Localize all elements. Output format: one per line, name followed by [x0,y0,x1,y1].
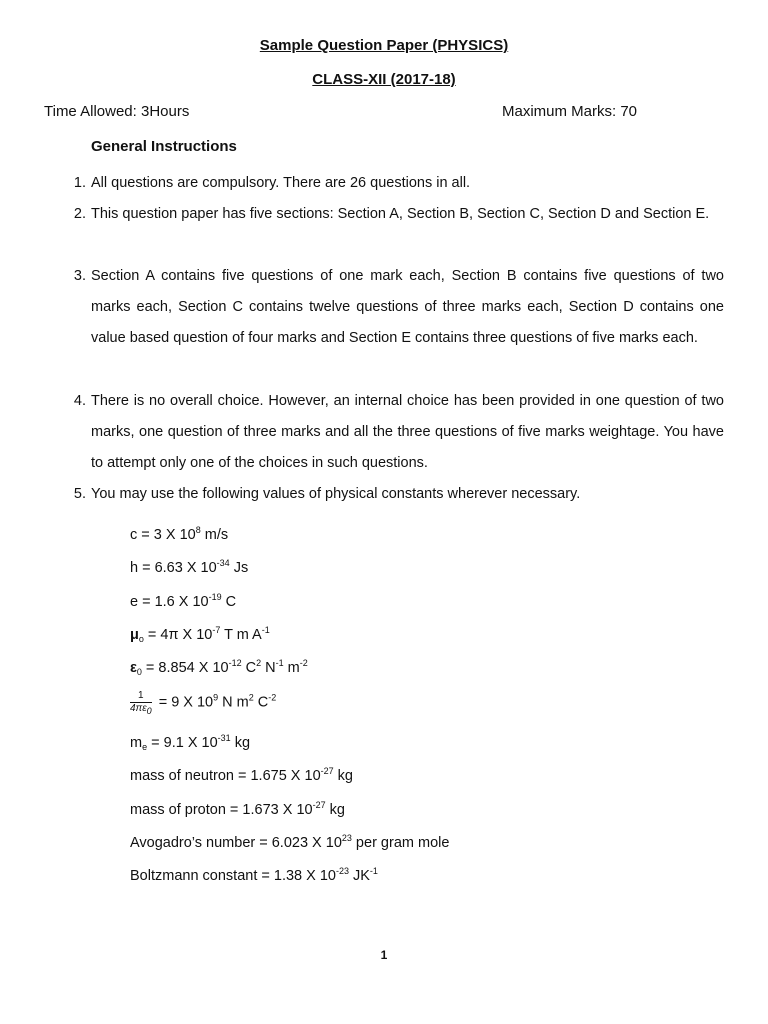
class-line: CLASS-XII (2017-18) [312,71,456,88]
instruction-text: Section A contains five questions of one mark each, Section B contains five questions of two marks each, Section C contains twelve questions of three marks each, Section D contains one value based question of four marks and Section E contains three questions of five marks each. [91,268,724,346]
constant-proton-mass: mass of proton = 1.673 X $10^{-27}$ kg [130,800,345,818]
constant-permittivity: $\varepsilon_0 = 8.854$ X $10^{-12}$ $C^2$ $N^{-1}$ $m^{-2}$ [130,658,308,677]
instruction-text: All questions are compulsory. There are 26 questions in all. [91,175,471,191]
instruction-number: 1. [73,175,86,191]
general-instructions-heading: General Instructions [91,138,237,155]
paper-title: Sample Question Paper (PHYSICS) [259,37,509,54]
instruction-text: There is no overall choice. However, an internal choice has been provided in one question of two marks, one question of three marks and all the three questions of five marks weightage. You have to attempt only one of the choices in such questions. [91,393,724,471]
constant-avogadro: Avogadro’s number = 6.023 X $10^{23}$ per gram mole [130,833,450,851]
constant-planck: h = 6.63 X $10^{-34}$ Js [130,558,249,576]
instruction-number: 5. [73,486,86,502]
maximum-marks: Maximum Marks: 70 [502,103,638,120]
constant-electron-charge: e = 1.6 X $10^{-19}$ C [130,592,237,610]
constant-permeability: $\mu_o = 4\pi$ X $10^{-7}$ T m $A^{-1}$ [130,625,270,644]
instruction-text: You may use the following values of physical constants wherever necessary. [91,486,581,502]
constant-neutron-mass: mass of neutron = 1.675 X $10^{-27}$ kg [130,766,353,784]
instruction-text: This question paper has five sections: Section A, Section B, Section C, Section D and Section E. [91,206,710,222]
time-allowed: Time Allowed: 3Hours [44,103,190,120]
instruction-number: 4. [73,393,86,409]
instruction-number: 2. [73,206,86,222]
constant-speed-of-light: c = 3 X $10^8$ m/s [130,525,229,543]
coulomb-fraction: $\frac{1}{4\pi\varepsilon_0}$ [130,690,152,716]
instruction-number: 3. [73,268,86,284]
page-number: 1 [380,948,388,962]
constant-coulomb: $\frac{1}{4\pi\varepsilon_0}$ = 9 X $10^9$ N $m^2$ $C^{-2}$ [130,690,277,716]
constant-boltzmann: Boltzmann constant = 1.38 X $10^{-23}$ $JK^{-1}$ [130,866,378,884]
constant-electron-mass: $m_e = 9.1$ X $10^{-31}$ kg [130,733,251,752]
